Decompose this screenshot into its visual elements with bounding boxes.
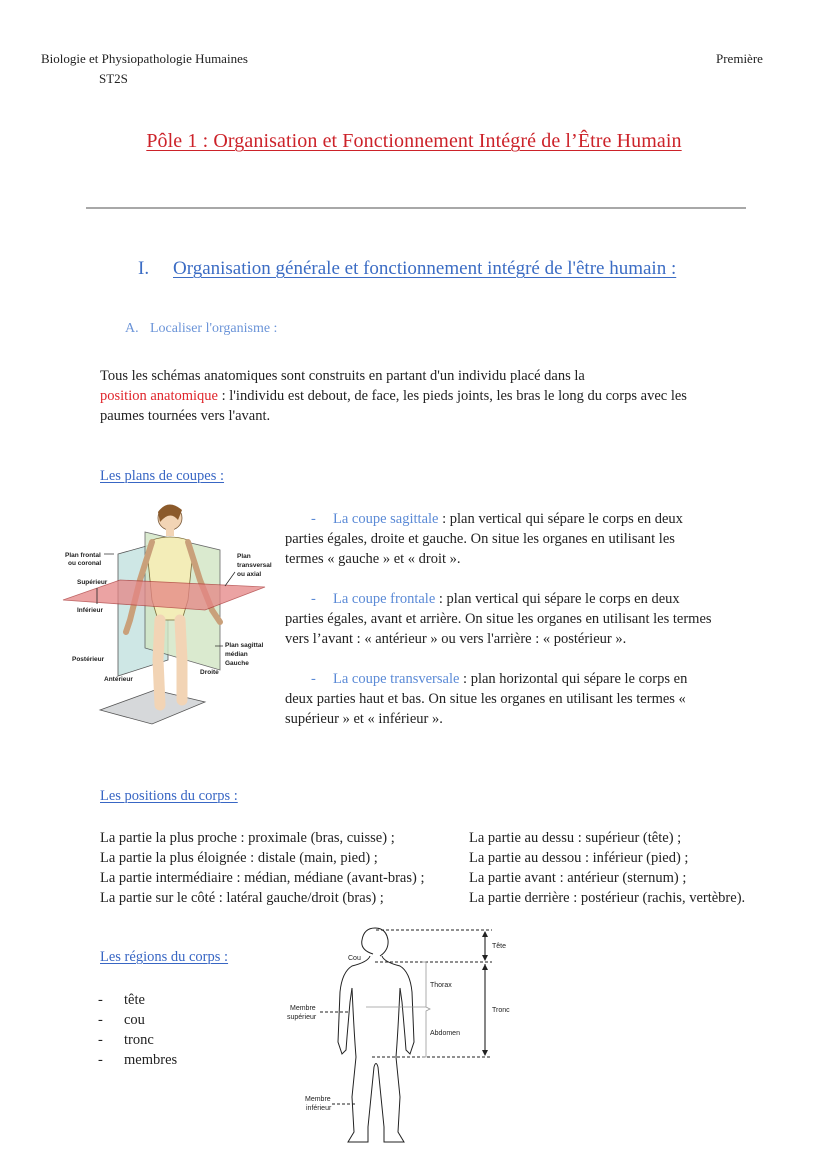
label-membre-sup-1: Membre	[290, 1005, 316, 1012]
intro-line-2-rest: : l'individu est debout, de face, les pieds joints, les bras le long du corps avec les	[218, 388, 687, 404]
plan-text: termes « gauche » et « droit ».	[285, 551, 461, 567]
label-abdomen: Abdomen	[430, 1030, 460, 1037]
position-item: La partie la plus éloignée : distale (main, pied) ;	[100, 850, 378, 866]
plans-heading: Les plans de coupes :	[100, 468, 225, 484]
header-track: ST2S	[99, 71, 128, 86]
label-ou-coronal: ou coronal	[68, 560, 102, 567]
label-membre-sup-2: supérieur	[287, 1014, 317, 1021]
positions-heading: Les positions du corps :	[100, 788, 238, 804]
position-item: La partie sur le côté : latéral gauche/droit (bras) ;	[100, 890, 384, 906]
plan-text: parties égales, droite et gauche. On situe les organes en utilisant les	[285, 531, 675, 547]
region-item: - tête	[98, 992, 145, 1008]
intro-line-1: Tous les schémas anatomiques sont construits en partant d'un individu placé dans la	[100, 368, 585, 384]
region-label: membres	[124, 1052, 178, 1068]
plan-text: : plan vertical qui sépare le corps en deux	[435, 591, 680, 607]
term-transversal: La coupe transversale	[333, 671, 460, 687]
label-tronc: Tronc	[492, 1007, 510, 1014]
anatomical-planes-figure	[60, 500, 280, 730]
position-item: La partie avant : antérieur (sternum) ;	[469, 870, 687, 886]
plan-text: : plan vertical qui sépare le corps en deux	[438, 511, 683, 527]
plan-item-transversal	[285, 669, 745, 729]
dash: -	[311, 671, 316, 687]
position-anatomique-term: position anatomique	[100, 388, 218, 404]
region-label: tronc	[124, 1032, 154, 1048]
region-item: - tronc	[98, 1032, 154, 1048]
plan-text: deux parties haut et bas. On situe les organes en utilisant les termes «	[285, 691, 686, 707]
label-superieur: Supérieur	[77, 579, 108, 586]
plan-text: : plan horizontal qui sépare le corps en	[459, 671, 688, 687]
horizontal-divider	[86, 207, 746, 209]
term-frontal: La coupe frontale	[333, 591, 436, 607]
plans-list	[285, 509, 745, 729]
label-plan-sagittal: Plan sagittal	[225, 642, 264, 649]
label-transversal: transversal	[237, 562, 272, 569]
region-label: cou	[124, 1012, 145, 1028]
header-subject: Biologie et Physiopathologie Humaines	[41, 51, 248, 66]
section-title: Organisation générale et fonctionnement intégré de l'être humain :	[173, 258, 677, 279]
header-level: Première	[716, 51, 763, 66]
plan-text: vers l’avant : « antérieur » ou vers l'arrière : « postérieur ».	[285, 631, 627, 647]
body-regions-figure	[280, 922, 530, 1157]
position-item: La partie la plus proche : proximale (bras, cuisse) ;	[100, 830, 395, 846]
label-median: médian	[225, 651, 248, 658]
plan-item-sagittal	[285, 509, 745, 569]
position-item: La partie intermédiaire : médian, médiane (avant-bras) ;	[100, 870, 425, 886]
label-tete: Tête	[492, 943, 507, 950]
regions-heading: Les régions du corps :	[100, 949, 229, 965]
label-membre-inf-1: Membre	[305, 1096, 331, 1103]
region-item: - membres	[98, 1052, 178, 1068]
plan-text: parties égales, avant et arrière. On situe les organes en utilisant les termes	[285, 611, 712, 627]
label-posterieur: Postérieur	[72, 656, 105, 663]
label-anterieur: Antérieur	[104, 676, 133, 683]
position-item: La partie au dessu : supérieur (tête) ;	[469, 830, 682, 846]
subsection-number: A.	[125, 321, 139, 336]
section-heading	[138, 258, 676, 280]
dash: -	[311, 511, 316, 527]
region-label: tête	[124, 992, 145, 1008]
regions-list	[98, 990, 177, 1070]
dash: -	[311, 591, 316, 607]
label-cou: Cou	[348, 955, 361, 962]
page-title: Pôle 1 : Organisation et Fonctionnement Intégré de l’Être Humain	[146, 130, 682, 152]
region-item: - cou	[98, 1012, 145, 1028]
intro-line-2	[100, 386, 740, 406]
intro-line-3: paumes tournées vers l'avant.	[100, 408, 271, 424]
label-ou-axial: ou axial	[237, 571, 262, 578]
term-sagittal: La coupe sagittale	[333, 511, 439, 527]
label-gauche: Gauche	[225, 660, 249, 667]
label-plan: Plan	[237, 553, 251, 560]
positions-right-list	[469, 828, 789, 908]
label-thorax: Thorax	[430, 982, 452, 989]
label-membre-inf-2: inférieur	[306, 1105, 332, 1112]
label-inferieur: Inférieur	[77, 607, 104, 614]
positions-left-list	[100, 828, 460, 908]
intro-paragraph	[100, 366, 740, 426]
plan-text: supérieur » et « inférieur ».	[285, 711, 443, 727]
subsection-heading	[125, 321, 277, 337]
position-item: La partie derrière : postérieur (rachis, vertèbre).	[469, 890, 746, 906]
section-number: I.	[138, 258, 150, 279]
position-item: La partie au dessou : inférieur (pied) ;	[469, 850, 689, 866]
label-plan-frontal: Plan frontal	[65, 552, 101, 559]
subsection-title: Localiser l'organisme :	[150, 321, 278, 336]
label-droite: Droite	[200, 669, 219, 676]
plan-item-frontal	[285, 589, 745, 649]
